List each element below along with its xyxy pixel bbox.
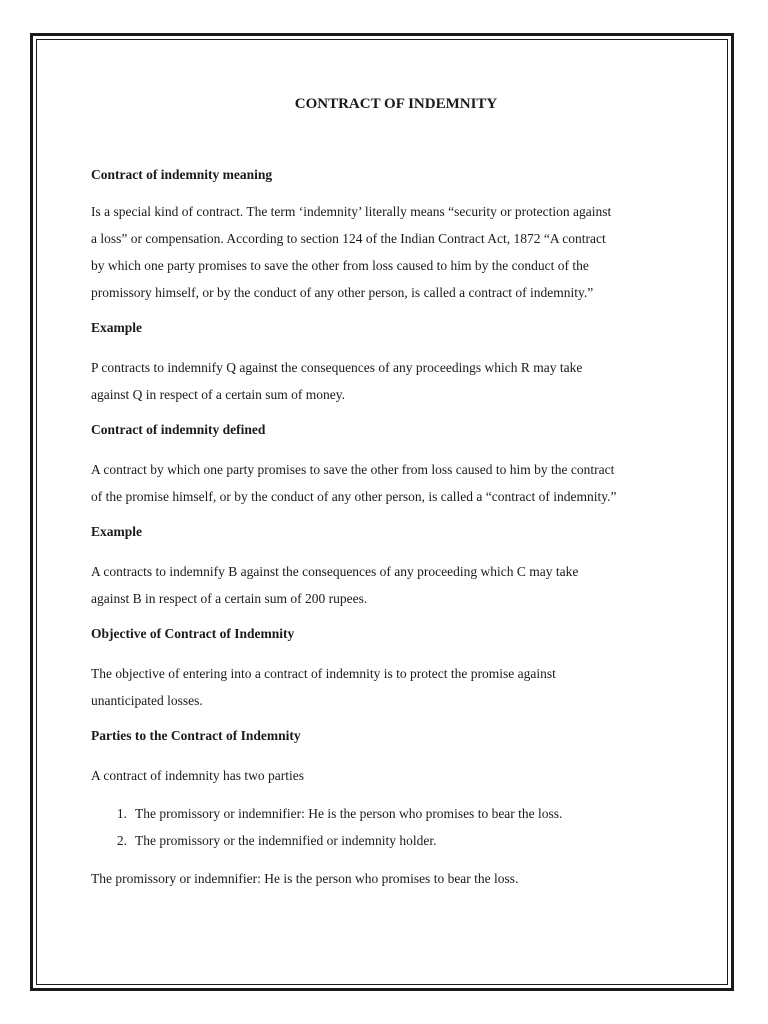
- paragraph-line: A contract by which one party promises to save the other from loss caused to him by the contract: [91, 462, 615, 477]
- paragraph-line: a loss” or compensation. According to section 124 of the Indian Contract Act, 1872 “A contract: [91, 231, 606, 246]
- paragraph-line: against B in respect of a certain sum of 200 rupees.: [91, 591, 368, 606]
- list-item-text: The promissory or indemnifier: He is the person who promises to bear the loss.: [135, 806, 563, 821]
- paragraph-line: The objective of entering into a contract of indemnity is to protect the promise against: [91, 666, 556, 681]
- paragraph-line: by which one party promises to save the other from loss caused to him by the conduct of the: [91, 258, 589, 273]
- section-heading-example-2: Example: [91, 524, 143, 539]
- paragraph-line: A contracts to indemnify B against the consequences of any proceeding which C may take: [91, 564, 579, 579]
- section-heading-objective: Objective of Contract of Indemnity: [91, 626, 295, 641]
- list-item-text: The promissory or the indemnified or indemnity holder.: [135, 833, 437, 848]
- list-item: [91, 827, 691, 854]
- paragraph-line: of the promise himself, or by the conduct of any other person, is called a “contract of indemnity.”: [91, 489, 617, 504]
- section-heading-parties: Parties to the Contract of Indemnity: [91, 728, 301, 743]
- section-heading-meaning: Contract of indemnity meaning: [91, 167, 273, 182]
- document-title: CONTRACT OF INDEMNITY: [294, 96, 498, 112]
- list-item: [91, 800, 691, 827]
- paragraph-line: promissory himself, or by the conduct of any other person, is called a contract of indemnity.”: [91, 285, 594, 300]
- paragraph-line: P contracts to indemnify Q against the consequences of any proceedings which R may take: [91, 360, 583, 375]
- section-heading-defined: Contract of indemnity defined: [91, 422, 266, 437]
- list-item-number: 2.: [116, 833, 127, 848]
- paragraph-line: A contract of indemnity has two parties: [91, 768, 304, 783]
- paragraph-line: unanticipated losses.: [91, 693, 203, 708]
- closing-paragraph: The promissory or indemnifier: He is the person who promises to bear the loss.: [91, 871, 519, 886]
- paragraph-line: Is a special kind of contract. The term ‘indemnity’ literally means “security or protection against: [91, 204, 612, 219]
- parties-list: [91, 800, 691, 854]
- document-body: [91, 94, 691, 892]
- paragraph-line: against Q in respect of a certain sum of money.: [91, 387, 346, 402]
- list-item-number: 1.: [116, 806, 127, 821]
- section-heading-example-1: Example: [91, 320, 143, 335]
